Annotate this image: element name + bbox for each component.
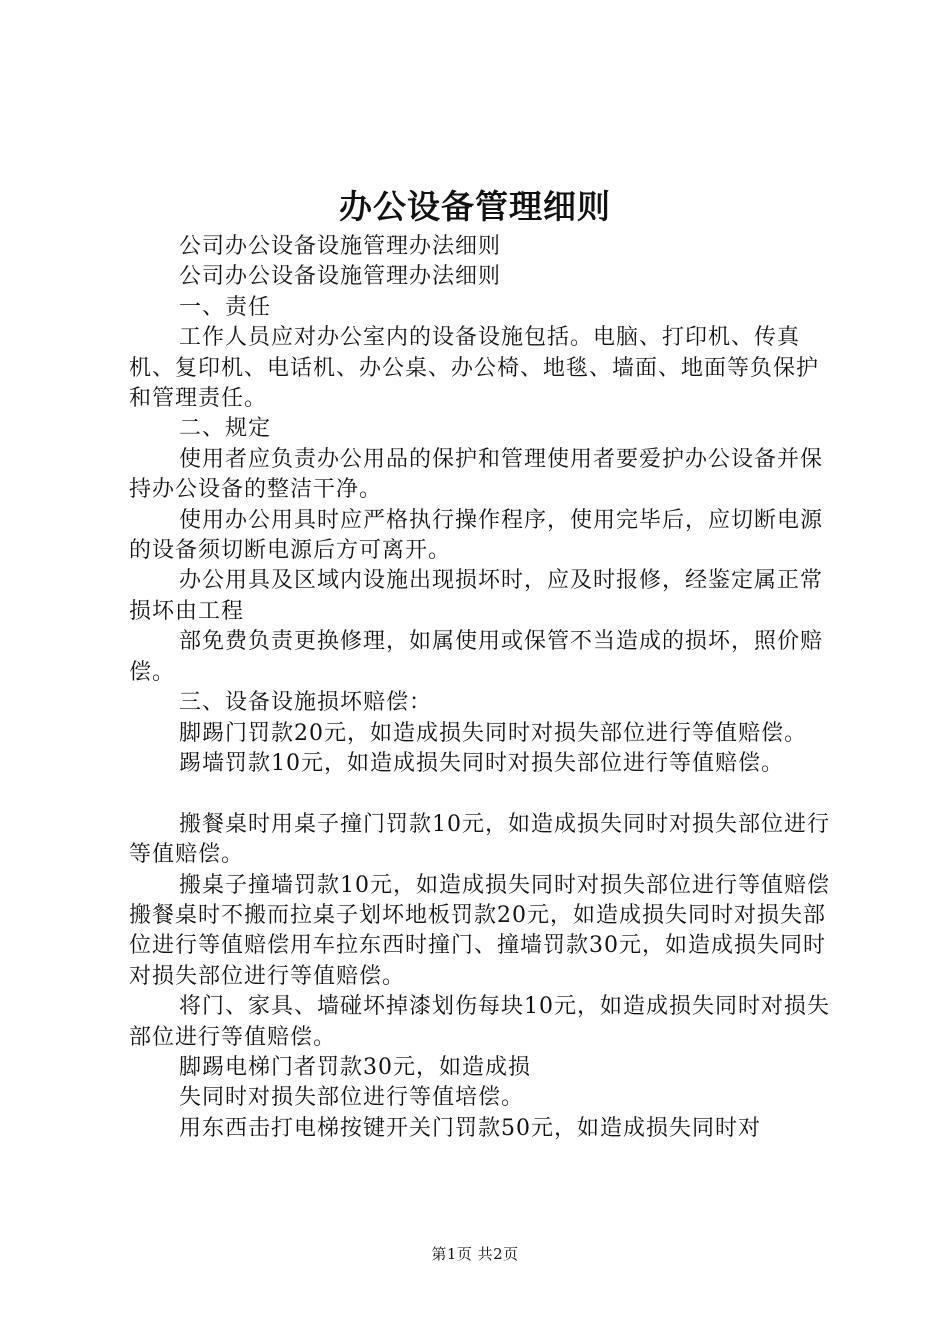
- paragraph-subtitle-1: 公司办公设备设施管理办法细则: [179, 234, 502, 259]
- paragraph-compensation-5: 将门、家具、墙碰坏掉漆划伤每块10元，如造成损失同时对损失部位进行等值赔偿。: [129, 994, 830, 1050]
- paragraph-compensation-7: 用东西击打电梯按键开关门罚款50元，如造成损失同时对: [179, 1115, 761, 1141]
- blank-line: [129, 779, 839, 809]
- paragraph-responsibility: 工作人员应对办公室内的设备设施包括。电脑、打印机、传真机、复印机、电话机、办公桌、办公椅、地毯、墙面、地面等负保护和管理责任。: [129, 325, 820, 412]
- paragraph-subtitle-2: 公司办公设备设施管理办法细则: [179, 264, 502, 290]
- paragraph-rule-1: 使用者应负责办公用品的保护和管理使用者要爱护办公设备并保持办公设备的整洁干净。: [129, 446, 824, 503]
- document-body: [129, 232, 839, 1144]
- page-number-footer: 第1页 共2页: [431, 1245, 519, 1263]
- paragraph-rule-3: 办公用具及区域内设施出现损坏时，应及时报修，经鉴定属正常损坏由工程: [129, 568, 824, 624]
- paragraph-rule-3-continued: 部免费负责更换修理，如属使用或保管不当造成的损坏，照价赔偿。: [129, 629, 824, 685]
- document-title: 办公设备管理细则: [339, 187, 611, 226]
- section-heading-responsibility: 一、责任: [179, 294, 272, 320]
- paragraph-compensation-3: 搬餐桌时用桌子撞门罚款10元，如造成损失同时对损失部位进行等值赔偿。: [129, 811, 830, 868]
- paragraph-compensation-6: 脚踢电梯门者罚款30元，如造成损: [179, 1054, 531, 1080]
- section-heading-rules: 二、规定: [179, 416, 272, 442]
- paragraph-compensation-1: 脚踢门罚款20元，如造成损失同时对损失部位进行等值赔偿。: [179, 720, 807, 746]
- paragraph-compensation-2: 踢墙罚款10元，如造成损失同时对损失部位进行等值赔偿。: [179, 750, 784, 776]
- section-heading-compensation: 三、设备设施损坏赔偿：: [179, 690, 433, 716]
- paragraph-compensation-6-continued: 失同时对损失部位进行等值培偿。: [179, 1085, 525, 1111]
- paragraph-compensation-4: 搬桌子撞墙罚款10元，如造成损失同时对损失部位进行等值赔偿搬餐桌时不搬而拉桌子划坏地板罚款20元，如造成损失同时对损失部位进行等值赔偿用车拉东西时撞门、撞墙罚款30元，如造成损失同时对损失部位进行等值赔偿。: [129, 872, 830, 989]
- paragraph-rule-2: 使用办公用具时应严格执行操作程序，使用完毕后，应切断电源的设备须切断电源后方可离开。: [129, 507, 824, 564]
